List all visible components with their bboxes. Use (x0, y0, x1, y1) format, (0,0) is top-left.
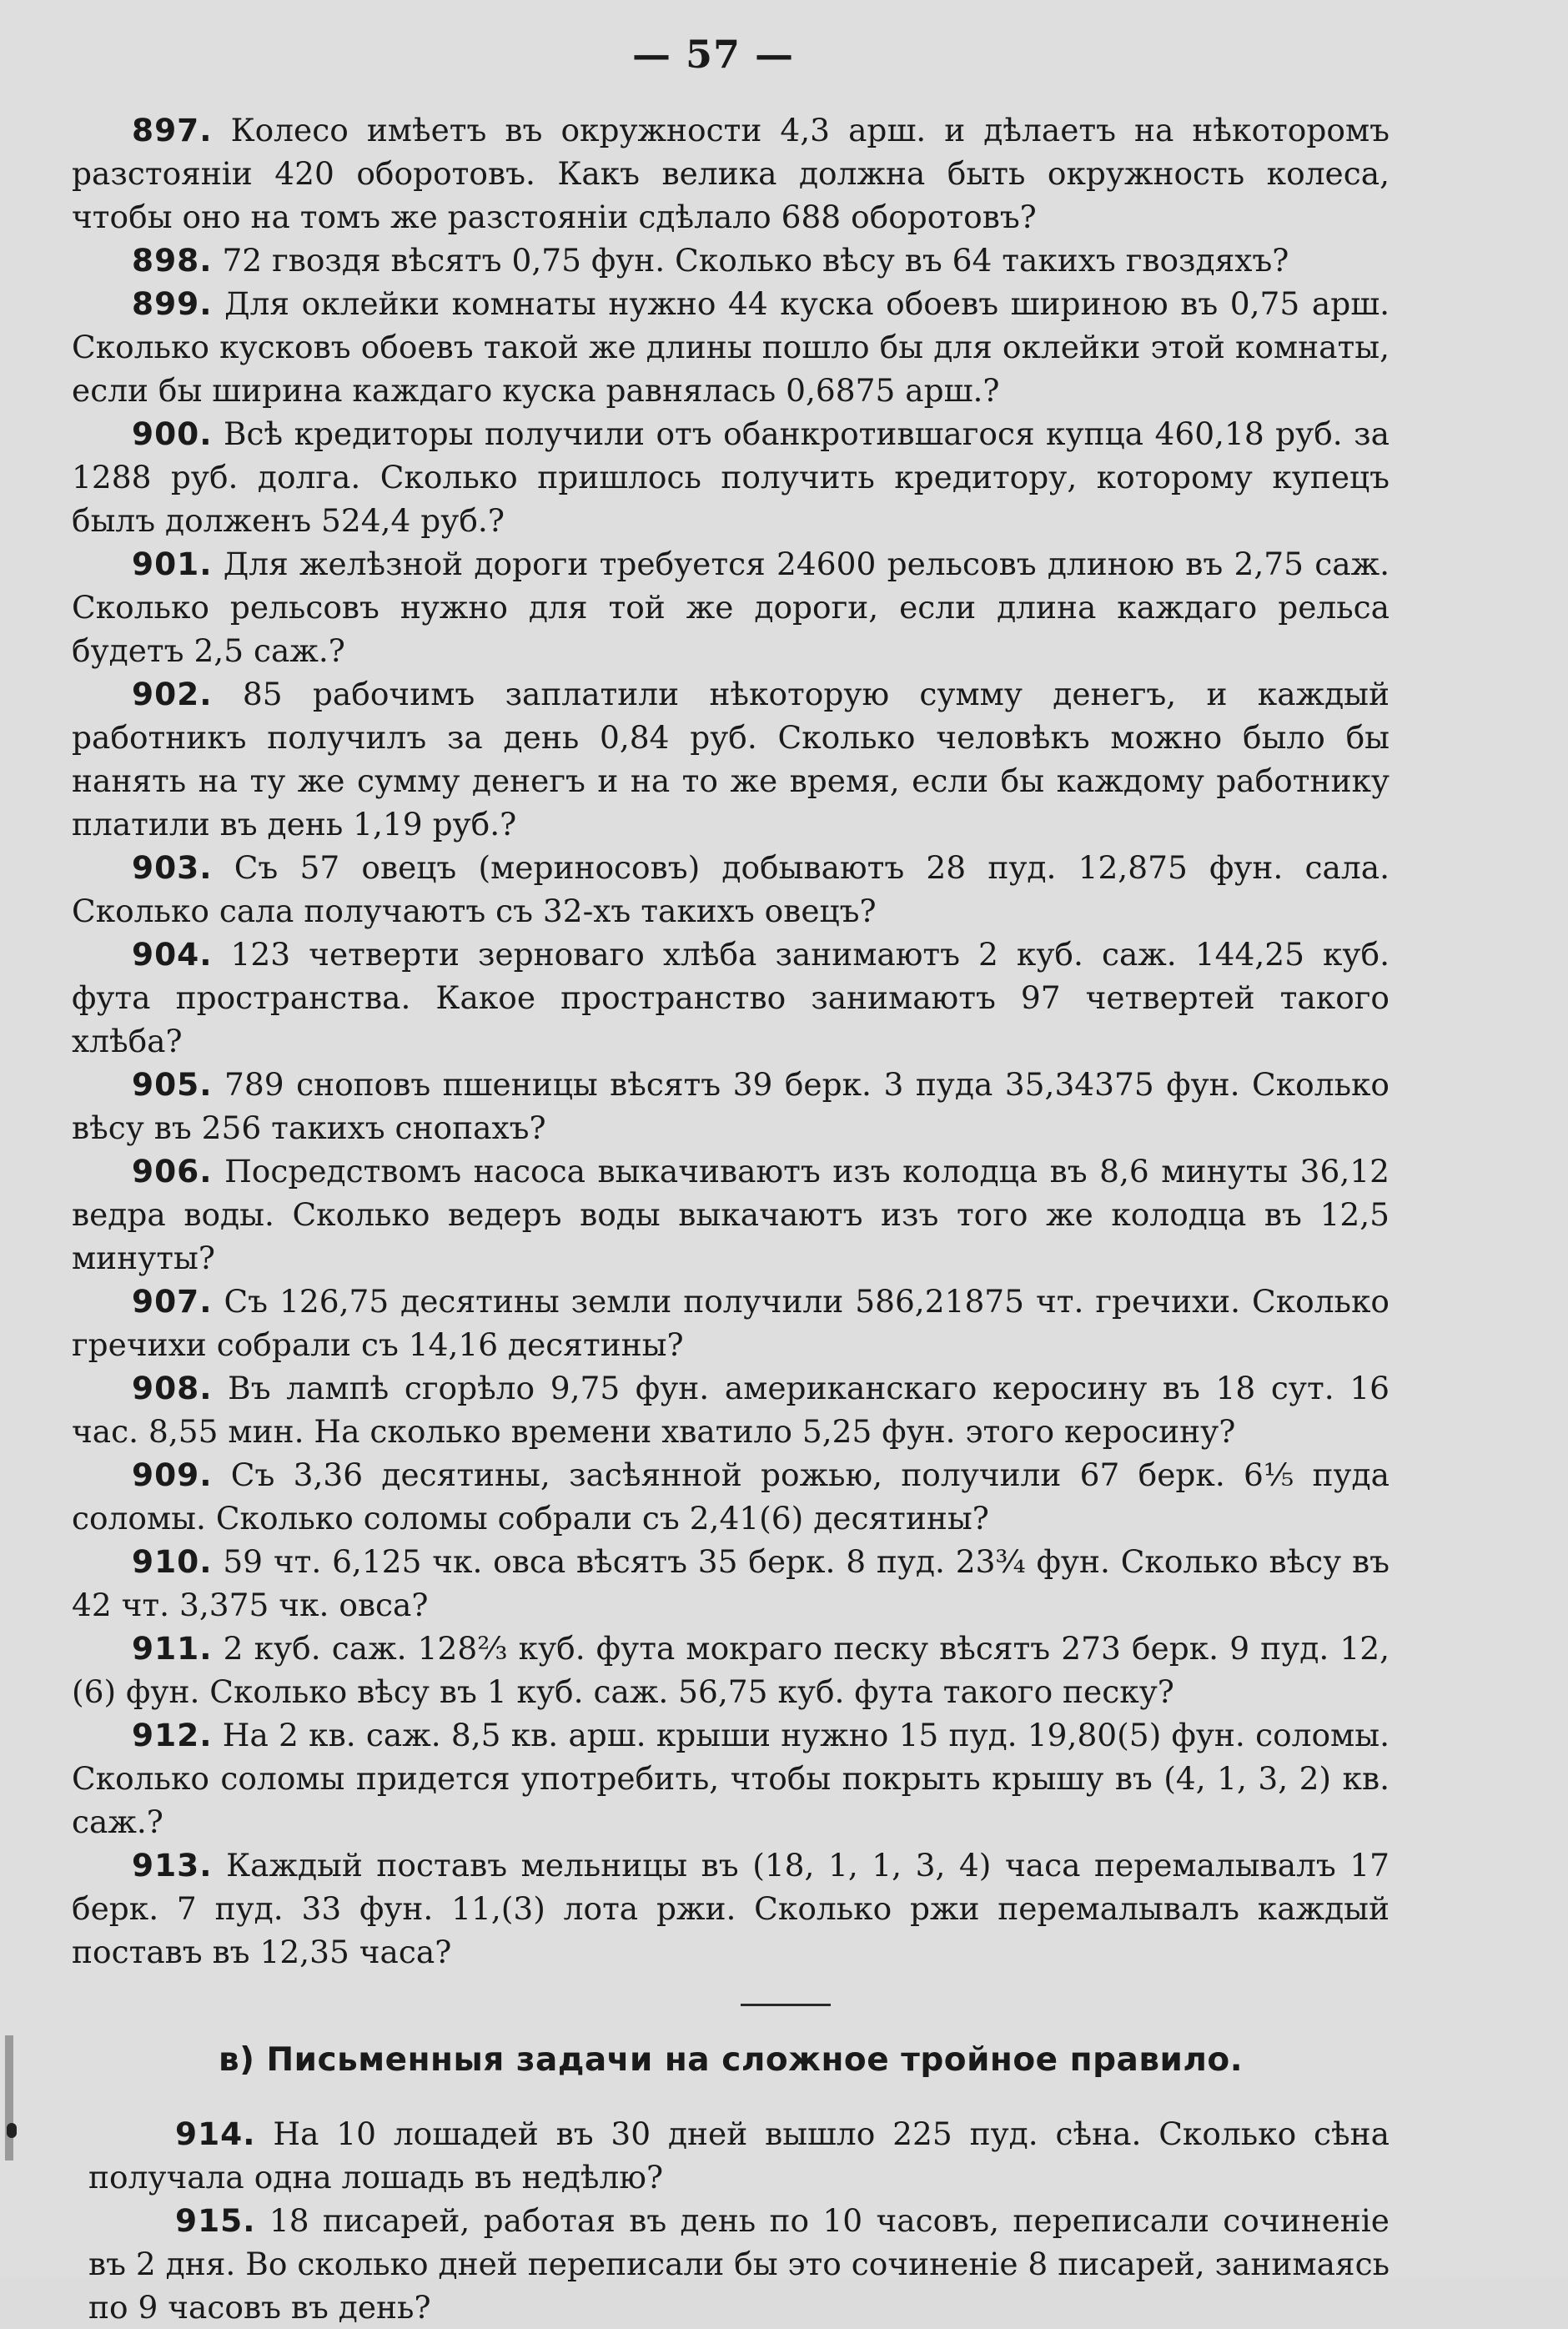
problem-text: На 10 лошадей въ 30 дней вышло 225 пуд. сѣна. Сколько сѣна получала одна лошадь въ недѣлю? (88, 2115, 1390, 2196)
problem-915 (72, 2199, 1390, 2329)
problem-903 (72, 846, 1390, 933)
problem-text: Для желѣзной дороги требуется 24600 рельсовъ длиною въ 2,75 саж. Сколько рельсовъ нужно для той же дороги, если длина каждаго рельса будетъ 2,5 саж.? (72, 546, 1390, 669)
problem-number: 906. (132, 1153, 213, 1190)
problem-900 (72, 412, 1390, 542)
page-edge-shadow (5, 2035, 13, 2160)
problem-number: 915. (175, 2202, 256, 2239)
problem-909 (72, 1453, 1390, 1540)
problem-910 (72, 1540, 1390, 1627)
problem-number: 898. (132, 242, 213, 279)
problem-number: 900. (132, 415, 213, 452)
problem-number: 913. (132, 1847, 213, 1884)
problem-898 (72, 239, 1390, 282)
problem-number: 907. (132, 1283, 213, 1320)
problem-text: 85 рабочимъ заплатили нѣкоторую сумму денегъ, и каждый работникъ получилъ за день 0,84 руб. Сколько человѣкъ можно было бы нанять на ту же сумму денегъ и на то же время, если бы каждому работнику платили въ день 1,19 руб.? (72, 676, 1390, 843)
problem-number: 903. (132, 849, 213, 886)
problem-number: 899. (132, 285, 213, 322)
problem-text: 123 четверти зерноваго хлѣба занимаютъ 2 куб. саж. 144,25 куб. фута пространства. Какое пространство занимаютъ 97 четвертей такого хлѣба? (72, 936, 1390, 1059)
problem-number: 914. (175, 2115, 256, 2152)
problem-number: 901. (132, 546, 213, 582)
problem-text: Каждый поставъ мельницы въ (18, 1, 1, 3, 4) часа перемалывалъ 17 берк. 7 пуд. 33 фун. 11,(3) лота ржи. Сколько ржи перемалывалъ каждый поставъ въ 12,35 часа? (72, 1847, 1390, 1970)
problem-number: 909. (132, 1456, 213, 1493)
problem-text: Въ лампѣ сгорѣло 9,75 фун. американскаго керосину въ 18 сут. 16 час. 8,55 мин. На сколько времени хватило 5,25 фун. этого керосину? (72, 1370, 1390, 1450)
problem-906 (72, 1149, 1390, 1280)
problem-text: Колесо имѣетъ въ окружности 4,3 арш. и дѣлаетъ на нѣкоторомъ разстояніи 420 оборотовъ. Какъ велика должна быть окружность колеса, чтобы оно на томъ же разстояніи сдѣлало 688 оборотовъ? (72, 112, 1390, 235)
problem-text: Съ 3,36 десятины, засѣянной рожью, получили 67 берк. 6⅕ пуда соломы. Сколько соломы собрали съ 2,41(6) десятины? (72, 1456, 1390, 1537)
problem-913 (72, 1844, 1390, 1974)
problem-911 (72, 1627, 1390, 1713)
section-divider (741, 2004, 831, 2006)
problem-901 (72, 542, 1390, 672)
problem-902 (72, 672, 1390, 846)
problem-899 (72, 282, 1390, 412)
problem-912 (72, 1713, 1390, 1844)
problem-914 (72, 2112, 1390, 2199)
problem-number: 905. (132, 1066, 213, 1103)
problem-number: 910. (132, 1543, 213, 1580)
problem-text: Съ 126,75 десятины земли получили 586,21875 чт. гречихи. Сколько гречихи собрали съ 14,16 десятины? (72, 1283, 1390, 1363)
section-heading: в) Письменныя задачи на сложное тройное правило. (218, 2041, 1244, 2079)
problem-text: 2 куб. саж. 128⅔ куб. фута мокраго песку вѣсятъ 273 берк. 9 пуд. 12,(6) фун. Сколько вѣсу въ 1 куб. саж. 56,75 куб. фута такого песку? (72, 1630, 1390, 1710)
text-block (72, 108, 1390, 2329)
problem-905 (72, 1063, 1390, 1149)
problem-text: 789 сноповъ пшеницы вѣсятъ 39 берк. 3 пуда 35,34375 фун. Сколько вѣсу въ 256 такихъ снопахъ? (72, 1066, 1390, 1146)
problem-907 (72, 1280, 1390, 1366)
problem-number: 902. (132, 676, 213, 712)
problem-text: На 2 кв. саж. 8,5 кв. арш. крыши нужно 15 пуд. 19,80(5) фун. соломы. Сколько соломы придется употребить, чтобы покрыть крышу въ (4, 1, 3, 2) кв. саж.? (72, 1717, 1390, 1840)
problem-904 (72, 933, 1390, 1063)
problem-908 (72, 1366, 1390, 1453)
page-edge-mark (7, 2123, 17, 2138)
problem-number: 911. (132, 1630, 213, 1667)
problem-text: 18 писарей, работая въ день по 10 часовъ, переписали сочиненіе въ 2 дня. Во сколько дней переписали бы это сочиненіе 8 писарей, занимаясь по 9 часовъ въ день? (88, 2202, 1390, 2326)
problem-897 (72, 108, 1390, 239)
problem-text: Съ 57 овецъ (мериносовъ) добываютъ 28 пуд. 12,875 фун. сала. Сколько сала получаютъ съ 32-хъ такихъ овецъ? (72, 849, 1390, 929)
problem-text: Для оклейки комнаты нужно 44 куска обоевъ шириною въ 0,75 арш. Сколько кусковъ обоевъ такой же длины пошло бы для оклейки этой комнаты, если бы ширина каждаго куска равнялась 0,6875 арш.? (72, 285, 1390, 409)
problem-text: Всѣ кредиторы получили отъ обанкротившагося купца 460,18 руб. за 1288 руб. долга. Сколько пришлось получить кредитору, которому купецъ былъ долженъ 524,4 руб.? (72, 415, 1390, 539)
problem-number: 904. (132, 936, 213, 973)
page-number: — 57 — (631, 32, 795, 77)
problem-number: 908. (132, 1370, 213, 1406)
problem-number: 897. (132, 112, 213, 148)
problem-number: 912. (132, 1717, 213, 1753)
problem-text: Посредствомъ насоса выкачиваютъ изъ колодца въ 8,6 минуты 36,12 ведра воды. Сколько ведеръ воды выкачаютъ изъ того же колодца въ 12,5 минуты? (72, 1153, 1390, 1276)
problem-text: 59 чт. 6,125 чк. овса вѣсятъ 35 берк. 8 пуд. 23¾ фун. Сколько вѣсу въ 42 чт. 3,375 чк. овса? (72, 1543, 1390, 1623)
problem-text: 72 гвоздя вѣсятъ 0,75 фун. Сколько вѣсу въ 64 такихъ гвоздяхъ? (212, 242, 1289, 279)
